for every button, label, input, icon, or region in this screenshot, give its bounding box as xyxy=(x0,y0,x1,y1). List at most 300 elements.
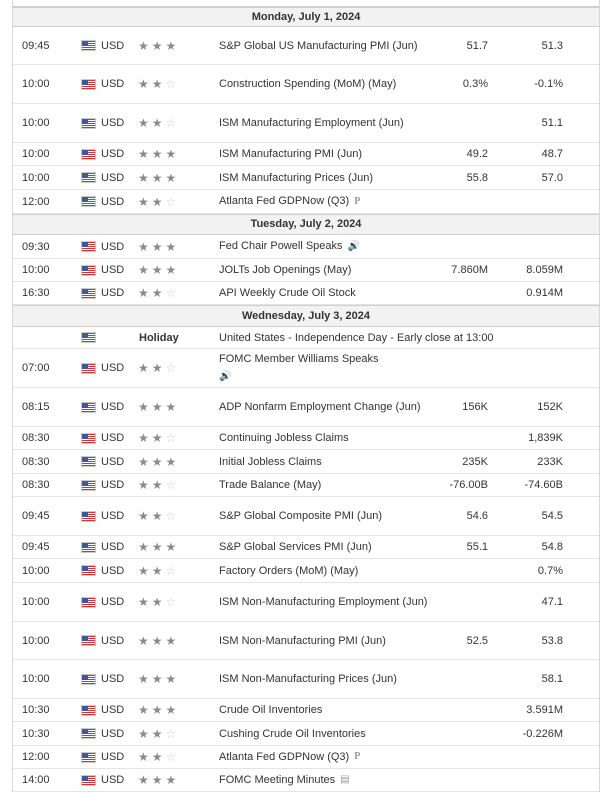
star-filled-icon: ★ xyxy=(138,454,149,469)
actual-value xyxy=(408,559,488,582)
event-row[interactable] xyxy=(13,259,599,282)
actual-value xyxy=(408,104,488,142)
flag-cell xyxy=(81,388,97,426)
star-filled-icon: ★ xyxy=(151,703,163,717)
event-title[interactable] xyxy=(219,725,366,743)
star-filled-icon: ★ xyxy=(151,400,163,414)
event-time: 08:30 xyxy=(22,479,50,491)
event-row[interactable] xyxy=(13,699,599,722)
event-time: 10:00 xyxy=(22,264,50,276)
star-empty-icon: ☆ xyxy=(165,509,177,523)
us-flag-icon xyxy=(81,705,96,716)
event-title[interactable] xyxy=(219,350,379,386)
star-filled-icon: ★ xyxy=(151,147,163,161)
event-text[interactable]: S&P Global Services PMI (Jun) xyxy=(219,541,372,553)
event-time: 10:30 xyxy=(22,704,50,716)
actual-value: 0.3% xyxy=(462,78,488,90)
event-time: 10:00 xyxy=(22,596,50,608)
event-text[interactable]: Initial Jobless Claims xyxy=(219,455,322,468)
star-filled-icon: ★ xyxy=(165,400,177,414)
event-row[interactable] xyxy=(13,474,599,497)
event-time: 10:00 xyxy=(22,564,50,577)
holiday-row[interactable] xyxy=(13,327,599,349)
us-flag-icon xyxy=(81,149,96,160)
actual-value xyxy=(408,583,488,621)
star-filled-icon: ★ xyxy=(165,239,177,254)
forecast-value: 54.5 xyxy=(541,510,563,522)
forecast-value: 3.591M xyxy=(526,704,563,716)
flag-cell xyxy=(81,497,97,535)
event-text[interactable]: S&P Global US Manufacturing PMI (Jun) xyxy=(219,39,418,52)
event-title[interactable] xyxy=(219,429,349,447)
event-title[interactable] xyxy=(219,593,427,611)
flag-cell xyxy=(81,282,97,304)
forecast-value xyxy=(491,190,563,213)
importance-rating xyxy=(138,349,190,387)
importance-rating xyxy=(138,474,190,496)
actual-value xyxy=(408,282,488,304)
event-title[interactable] xyxy=(219,670,397,688)
star-filled-icon: ★ xyxy=(138,773,149,787)
importance-rating xyxy=(138,190,190,213)
event-row[interactable] xyxy=(13,65,599,104)
star-filled-icon: ★ xyxy=(138,170,149,185)
star-filled-icon: ★ xyxy=(151,509,163,523)
flag-cell xyxy=(81,427,97,449)
event-text[interactable]: API Weekly Crude Oil Stock xyxy=(219,287,356,299)
event-time: 09:45 xyxy=(22,510,50,522)
us-flag-icon xyxy=(81,332,96,343)
importance-rating xyxy=(138,143,190,165)
star-filled-icon: ★ xyxy=(138,77,149,91)
flag-cell xyxy=(81,660,97,698)
event-time: 10:00 xyxy=(22,171,50,184)
event-time: 08:30 xyxy=(22,455,50,468)
currency: USD xyxy=(101,634,125,647)
flag-cell xyxy=(81,27,97,64)
flag-cell xyxy=(81,65,97,103)
us-flag-icon xyxy=(81,241,96,252)
star-empty-icon: ☆ xyxy=(165,750,177,764)
importance-rating xyxy=(138,259,190,281)
us-flag-icon xyxy=(81,265,96,276)
star-filled-icon: ★ xyxy=(138,509,149,523)
event-title[interactable] xyxy=(219,37,418,55)
actual-value xyxy=(408,427,488,449)
star-filled-icon: ★ xyxy=(138,633,149,648)
us-flag-icon xyxy=(81,480,96,491)
event-text[interactable]: Crude Oil Inventories xyxy=(219,704,323,716)
event-text[interactable]: S&P Global Composite PMI (Jun) xyxy=(219,510,383,522)
forecast-value: 51.3 xyxy=(541,39,563,52)
importance-rating xyxy=(138,746,190,768)
us-flag-icon xyxy=(81,433,96,444)
event-row[interactable] xyxy=(13,143,599,166)
actual-value: 156K xyxy=(462,401,488,413)
event-text[interactable]: Factory Orders (MoM) (May) xyxy=(219,564,359,577)
event-time: 16:30 xyxy=(22,287,50,299)
forecast-value: 51.1 xyxy=(541,117,563,129)
actual-value xyxy=(408,349,488,387)
event-row[interactable] xyxy=(13,282,599,305)
flag-cell xyxy=(81,622,97,659)
flag-cell xyxy=(81,259,97,281)
event-time: 10:00 xyxy=(22,673,50,685)
star-filled-icon: ★ xyxy=(138,239,149,254)
event-row[interactable] xyxy=(13,104,599,143)
event-row[interactable] xyxy=(13,388,599,427)
event-text[interactable]: Fed Chair Powell Speaks xyxy=(219,240,343,253)
event-time: 14:00 xyxy=(22,774,50,786)
star-empty-icon: ☆ xyxy=(165,431,177,445)
forecast-value: -0.226M xyxy=(522,727,563,740)
star-filled-icon: ★ xyxy=(151,773,163,787)
flag-cell xyxy=(81,559,97,582)
us-flag-icon xyxy=(81,363,96,374)
event-text[interactable]: Cushing Crude Oil Inventories xyxy=(219,727,366,740)
star-empty-icon: ☆ xyxy=(165,116,177,130)
currency: USD xyxy=(101,541,125,553)
star-filled-icon: ★ xyxy=(151,540,163,554)
star-filled-icon: ★ xyxy=(138,726,149,741)
event-text[interactable]: ISM Manufacturing PMI (Jun) xyxy=(219,148,363,160)
event-title[interactable] xyxy=(219,538,372,556)
event-text[interactable]: ADP Nonfarm Employment Change (Jun) xyxy=(219,401,421,413)
economic-calendar xyxy=(12,0,600,792)
flag-cell xyxy=(81,143,97,165)
event-text[interactable]: Trade Balance (May) xyxy=(219,479,322,491)
event-title[interactable] xyxy=(219,75,396,93)
importance-rating xyxy=(138,722,190,745)
event-time: 08:30 xyxy=(22,432,50,444)
flag-cell xyxy=(81,583,97,621)
star-filled-icon: ★ xyxy=(138,750,149,764)
actual-value xyxy=(408,722,488,745)
currency: USD xyxy=(101,455,125,468)
actual-value xyxy=(408,190,488,213)
importance-rating xyxy=(138,583,190,621)
event-time: 09:45 xyxy=(22,541,50,553)
event-time: 09:45 xyxy=(22,39,50,52)
star-filled-icon: ★ xyxy=(151,672,163,686)
star-empty-icon: ☆ xyxy=(165,361,177,375)
flag-cell xyxy=(81,235,97,258)
event-title[interactable] xyxy=(219,507,382,525)
star-filled-icon: ★ xyxy=(165,170,177,185)
forecast-value: 8.059M xyxy=(526,264,563,276)
star-filled-icon: ★ xyxy=(138,540,149,554)
currency: USD xyxy=(101,704,125,716)
currency: USD xyxy=(101,78,125,90)
star-filled-icon: ★ xyxy=(151,77,163,91)
event-row[interactable] xyxy=(13,660,599,699)
star-filled-icon: ★ xyxy=(165,672,177,686)
event-row[interactable] xyxy=(13,427,599,450)
flag-cell xyxy=(81,474,97,496)
actual-value xyxy=(408,769,488,791)
us-flag-icon xyxy=(81,172,96,183)
event-title[interactable] xyxy=(219,261,351,279)
event-text[interactable]: FOMC Meeting Minutes xyxy=(219,773,336,786)
us-flag-icon xyxy=(81,728,96,739)
us-flag-icon xyxy=(81,565,96,576)
event-time: 12:00 xyxy=(22,751,50,763)
currency: USD xyxy=(101,148,125,160)
document-icon: ▤ xyxy=(340,774,350,786)
event-time: 10:00 xyxy=(22,78,50,90)
flag-cell xyxy=(81,722,97,745)
star-filled-icon: ★ xyxy=(151,116,163,130)
importance-rating xyxy=(138,104,190,142)
star-filled-icon: ★ xyxy=(138,563,149,578)
currency: USD xyxy=(101,596,125,608)
forecast-value: 58.1 xyxy=(541,673,563,685)
us-flag-icon xyxy=(81,196,96,207)
event-name: United States - Independence Day - Early close at 13:00 xyxy=(219,331,494,344)
event-title[interactable] xyxy=(219,476,321,494)
forecast-value xyxy=(491,746,563,768)
currency: USD xyxy=(101,774,125,786)
preliminary-icon: P xyxy=(354,751,361,763)
event-row[interactable] xyxy=(13,559,599,583)
star-filled-icon: ★ xyxy=(165,38,177,53)
currency: USD xyxy=(101,673,125,685)
event-row[interactable] xyxy=(13,769,599,792)
us-flag-icon xyxy=(81,635,96,646)
event-time: 12:00 xyxy=(22,195,50,208)
importance-rating xyxy=(138,536,190,558)
event-title[interactable] xyxy=(219,145,362,163)
importance-rating xyxy=(138,282,190,304)
event-text[interactable]: ISM Non-Manufacturing PMI (Jun) xyxy=(219,634,386,647)
forecast-value: 1,839K xyxy=(528,432,563,444)
star-filled-icon: ★ xyxy=(138,703,149,717)
us-flag-icon xyxy=(81,456,96,467)
star-filled-icon: ★ xyxy=(138,478,149,492)
event-row[interactable] xyxy=(13,622,599,660)
holiday-label: Holiday xyxy=(139,331,179,344)
actual-value xyxy=(408,660,488,698)
speaker-icon: 🔊 xyxy=(347,240,360,252)
importance-rating xyxy=(138,166,190,189)
actual-value xyxy=(408,746,488,768)
us-flag-icon xyxy=(81,118,96,129)
star-filled-icon: ★ xyxy=(138,147,149,161)
star-filled-icon: ★ xyxy=(165,263,177,277)
flag-cell xyxy=(81,746,97,768)
star-empty-icon: ☆ xyxy=(165,194,177,209)
day-header: Monday, July 1, 2024 xyxy=(13,7,599,27)
currency: USD xyxy=(101,479,125,491)
event-title[interactable] xyxy=(219,192,360,210)
forecast-value: 0.914M xyxy=(526,287,563,299)
event-title[interactable] xyxy=(219,701,322,719)
forecast-value: 47.1 xyxy=(541,596,563,608)
us-flag-icon xyxy=(81,542,96,553)
event-time: 10:30 xyxy=(22,727,50,740)
star-filled-icon: ★ xyxy=(165,540,177,554)
currency: USD xyxy=(101,117,125,129)
event-time: 10:00 xyxy=(22,148,50,160)
event-row[interactable] xyxy=(13,722,599,746)
currency: USD xyxy=(101,39,125,52)
currency: USD xyxy=(101,564,125,577)
importance-rating xyxy=(138,660,190,698)
currency: USD xyxy=(101,264,125,276)
day-header: Wednesday, July 3, 2024 xyxy=(13,305,599,327)
actual-value: 49.2 xyxy=(466,148,488,160)
actual-value: 235K xyxy=(462,455,488,468)
currency: USD xyxy=(101,432,125,444)
event-text[interactable]: Atlanta Fed GDPNow (Q3) xyxy=(219,195,350,208)
event-title[interactable] xyxy=(219,284,356,302)
event-title[interactable] xyxy=(219,453,322,471)
us-flag-icon xyxy=(81,597,96,608)
flag-cell xyxy=(81,166,97,189)
star-filled-icon: ★ xyxy=(151,263,163,277)
importance-rating xyxy=(138,559,190,582)
flag-cell xyxy=(81,327,97,348)
flag-cell xyxy=(81,536,97,558)
event-title[interactable] xyxy=(219,114,404,132)
star-filled-icon: ★ xyxy=(138,672,149,686)
star-filled-icon: ★ xyxy=(165,633,177,648)
forecast-value: 0.7% xyxy=(537,564,563,577)
flag-cell xyxy=(81,699,97,721)
currency: USD xyxy=(101,362,125,374)
day-header: Tuesday, July 2, 2024 xyxy=(13,214,599,235)
star-filled-icon: ★ xyxy=(151,454,163,469)
star-filled-icon: ★ xyxy=(151,170,163,185)
event-text[interactable]: Continuing Jobless Claims xyxy=(219,432,349,444)
forecast-value: 53.8 xyxy=(541,634,563,647)
flag-cell xyxy=(81,190,97,213)
star-filled-icon: ★ xyxy=(138,431,149,445)
actual-value xyxy=(408,699,488,721)
event-text[interactable]: ISM Manufacturing Prices (Jun) xyxy=(219,171,374,184)
event-time: 07:00 xyxy=(22,362,50,374)
event-row[interactable] xyxy=(13,497,599,536)
forecast-value: -74.60B xyxy=(524,479,563,491)
star-filled-icon: ★ xyxy=(151,563,163,578)
currency: USD xyxy=(101,171,125,184)
event-title[interactable] xyxy=(219,632,386,650)
actual-value: 51.7 xyxy=(466,39,488,52)
event-time: 10:00 xyxy=(22,634,50,647)
event-row[interactable] xyxy=(13,746,599,769)
importance-rating xyxy=(138,699,190,721)
star-filled-icon: ★ xyxy=(151,726,163,741)
event-title[interactable] xyxy=(219,771,350,789)
forecast-value xyxy=(491,769,563,791)
importance-rating xyxy=(138,65,190,103)
event-row[interactable] xyxy=(13,536,599,559)
star-empty-icon: ☆ xyxy=(165,563,177,578)
us-flag-icon xyxy=(81,674,96,685)
currency: USD xyxy=(101,240,125,253)
flag-cell xyxy=(81,450,97,473)
currency: USD xyxy=(101,287,125,299)
event-title[interactable] xyxy=(219,398,421,416)
actual-value xyxy=(408,235,488,258)
us-flag-icon xyxy=(81,402,96,413)
event-text[interactable]: ISM Non-Manufacturing Employment (Jun) xyxy=(219,596,428,608)
importance-rating xyxy=(138,235,190,258)
importance-rating xyxy=(138,769,190,791)
event-time: 08:15 xyxy=(22,401,50,413)
star-filled-icon: ★ xyxy=(151,286,163,300)
importance-rating xyxy=(138,388,190,426)
us-flag-icon xyxy=(81,775,96,786)
star-filled-icon: ★ xyxy=(138,595,149,609)
event-title[interactable] xyxy=(219,562,358,580)
currency: USD xyxy=(101,510,125,522)
event-row[interactable] xyxy=(13,190,599,214)
star-filled-icon: ★ xyxy=(151,633,163,648)
top-edge xyxy=(13,0,599,7)
event-row[interactable] xyxy=(13,235,599,259)
flag-cell xyxy=(81,104,97,142)
forecast-value: 152K xyxy=(537,401,563,413)
star-filled-icon: ★ xyxy=(165,454,177,469)
forecast-value: 48.7 xyxy=(541,148,563,160)
star-filled-icon: ★ xyxy=(151,194,163,209)
star-filled-icon: ★ xyxy=(151,595,163,609)
forecast-value: 57.0 xyxy=(541,171,563,184)
event-text[interactable]: Construction Spending (MoM) (May) xyxy=(219,78,397,90)
event-text[interactable]: FOMC Member Williams Speaks xyxy=(219,352,379,365)
star-filled-icon: ★ xyxy=(138,116,149,130)
star-filled-icon: ★ xyxy=(138,361,149,375)
event-row[interactable] xyxy=(13,450,599,474)
star-empty-icon: ☆ xyxy=(165,478,177,492)
star-filled-icon: ★ xyxy=(151,361,163,375)
actual-value: -76.00B xyxy=(449,479,488,491)
star-filled-icon: ★ xyxy=(165,773,177,787)
event-text[interactable]: JOLTs Job Openings (May) xyxy=(219,264,352,276)
event-title[interactable] xyxy=(219,748,360,766)
event-text[interactable]: Atlanta Fed GDPNow (Q3) xyxy=(219,750,350,763)
event-row[interactable] xyxy=(13,27,599,65)
forecast-value: 233K xyxy=(537,455,563,468)
star-filled-icon: ★ xyxy=(151,478,163,492)
event-title[interactable] xyxy=(219,237,360,255)
star-empty-icon: ☆ xyxy=(165,595,177,609)
event-row[interactable] xyxy=(13,583,599,622)
flag-cell xyxy=(81,769,97,791)
event-row[interactable] xyxy=(13,349,599,388)
actual-value: 7.860M xyxy=(451,264,488,276)
star-empty-icon: ☆ xyxy=(165,286,177,300)
event-row[interactable] xyxy=(13,166,599,190)
flag-cell xyxy=(81,349,97,387)
currency: USD xyxy=(101,401,125,413)
event-text[interactable]: ISM Non-Manufacturing Prices (Jun) xyxy=(219,673,397,685)
speaker-icon: 🔊 xyxy=(219,371,232,383)
event-text[interactable]: ISM Manufacturing Employment (Jun) xyxy=(219,117,404,129)
event-title[interactable] xyxy=(219,169,373,187)
forecast-value xyxy=(491,349,563,387)
importance-rating xyxy=(138,497,190,535)
star-filled-icon: ★ xyxy=(151,239,163,254)
actual-value: 52.5 xyxy=(466,634,488,647)
star-filled-icon: ★ xyxy=(138,400,149,414)
importance-rating xyxy=(138,450,190,473)
star-filled-icon: ★ xyxy=(138,38,149,53)
star-filled-icon: ★ xyxy=(151,431,163,445)
actual-value: 55.1 xyxy=(466,541,488,553)
us-flag-icon xyxy=(81,511,96,522)
